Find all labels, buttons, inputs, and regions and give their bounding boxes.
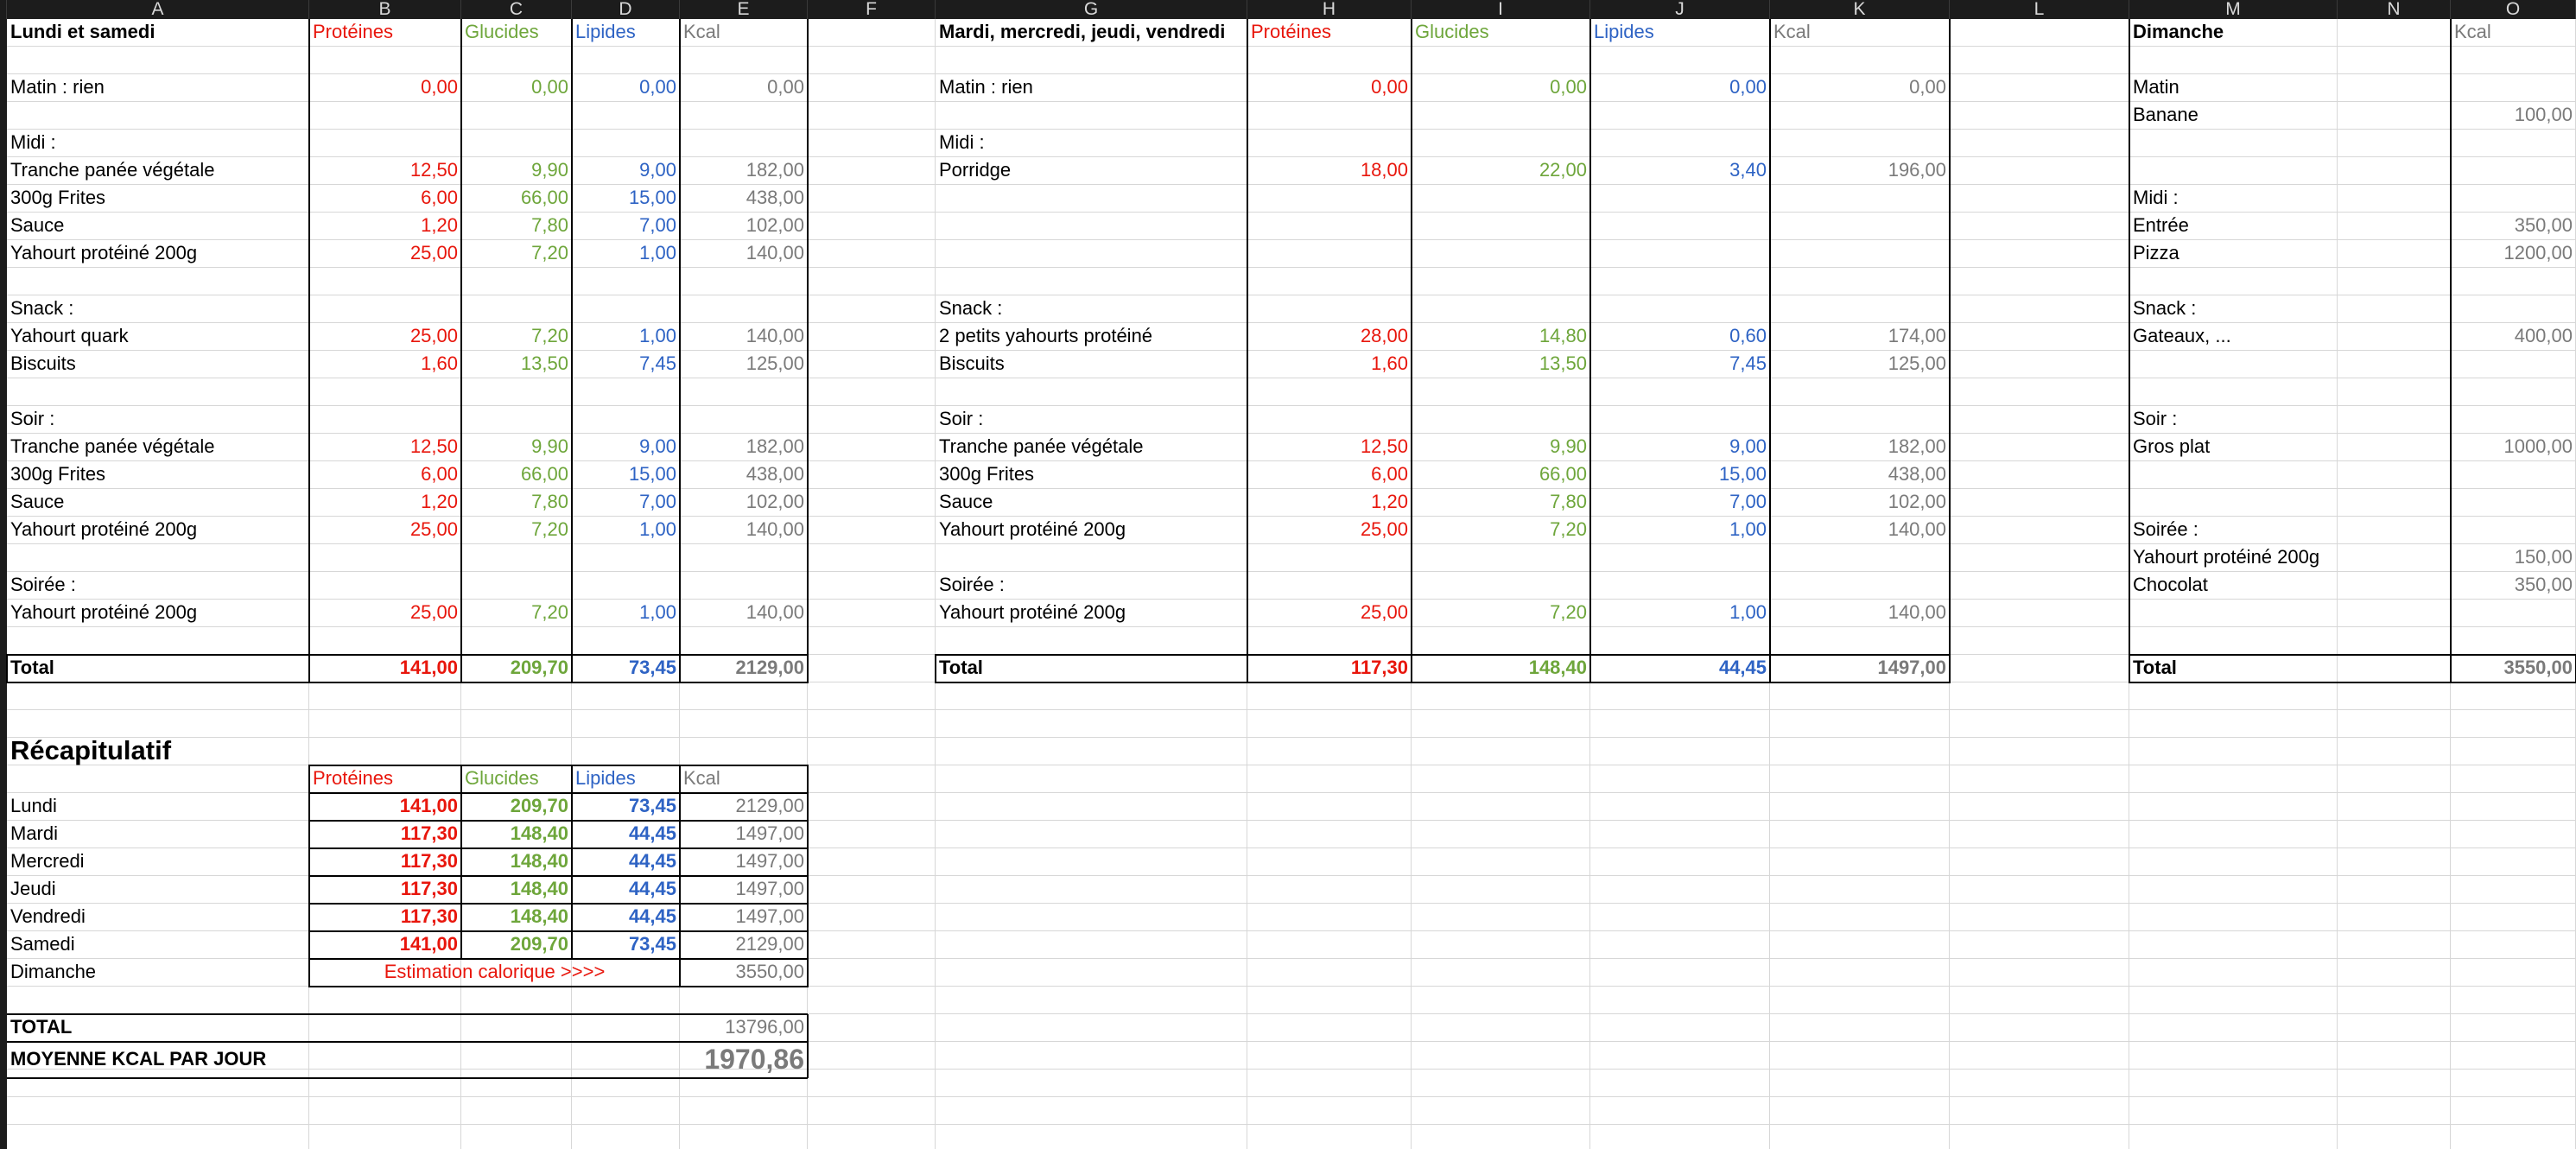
- recap-day-label[interactable]: Mardi: [10, 822, 59, 844]
- total-lipides[interactable]: 73,45: [628, 657, 676, 678]
- glucides-value[interactable]: 7,20: [531, 601, 568, 623]
- proteines-value[interactable]: 18,00: [1360, 159, 1408, 181]
- header-kcal[interactable]: Kcal: [1773, 21, 1811, 42]
- food-label[interactable]: Sauce: [939, 491, 993, 512]
- food-label[interactable]: Midi :: [939, 131, 985, 153]
- food-label[interactable]: Soirée :: [2133, 518, 2198, 540]
- lipides-value[interactable]: 0,60: [1729, 325, 1767, 346]
- block2-title[interactable]: Mardi, mercredi, jeudi, vendredi: [939, 21, 1226, 42]
- kcal-value[interactable]: 400,00: [2514, 325, 2573, 346]
- food-label[interactable]: Sauce: [10, 214, 65, 236]
- column-border: [2450, 19, 2452, 655]
- column-border: [1589, 655, 1591, 682]
- recap-kcal[interactable]: 1497,00: [735, 878, 804, 899]
- lipides-value[interactable]: 7,00: [639, 214, 676, 236]
- glucides-value[interactable]: 9,90: [1550, 435, 1587, 457]
- food-label[interactable]: Yahourt protéiné 200g: [10, 242, 198, 263]
- glucides-value[interactable]: 7,80: [531, 214, 568, 236]
- proteines-value[interactable]: 25,00: [409, 518, 458, 540]
- column-border: [679, 959, 681, 987]
- kcal-value[interactable]: 140,00: [746, 601, 804, 623]
- recap-glucides[interactable]: 209,70: [510, 933, 568, 955]
- row-border: [309, 958, 808, 960]
- recap-glucides[interactable]: 148,40: [510, 850, 568, 872]
- recap-kcal[interactable]: 3550,00: [735, 961, 804, 982]
- kcal-value[interactable]: 438,00: [1888, 463, 1946, 485]
- lipides-value[interactable]: 15,00: [1718, 463, 1767, 485]
- glucides-value[interactable]: 7,80: [531, 491, 568, 512]
- recap-day-label[interactable]: Lundi: [10, 795, 57, 816]
- food-label[interactable]: Snack :: [2133, 297, 2197, 319]
- proteines-value[interactable]: 25,00: [409, 601, 458, 623]
- glucides-value[interactable]: 13,50: [1539, 352, 1587, 374]
- header-kcal[interactable]: Kcal: [2454, 21, 2491, 42]
- average-kcal[interactable]: 1970,86: [704, 1044, 804, 1075]
- gridline-horizontal: [7, 1069, 2576, 1070]
- recap-lipides[interactable]: 44,45: [628, 822, 676, 844]
- lipides-value[interactable]: 0,00: [639, 76, 676, 98]
- proteines-value[interactable]: 6,00: [421, 463, 458, 485]
- lipides-value[interactable]: 1,00: [639, 242, 676, 263]
- proteines-value[interactable]: 1,60: [1371, 352, 1408, 374]
- glucides-value[interactable]: 0,00: [531, 76, 568, 98]
- kcal-value[interactable]: 174,00: [1888, 325, 1946, 346]
- recap-day-label[interactable]: Samedi: [10, 933, 75, 955]
- lipides-value[interactable]: 9,00: [1729, 435, 1767, 457]
- row-header-strip[interactable]: [0, 19, 7, 1149]
- lipides-value[interactable]: 9,00: [639, 159, 676, 181]
- header-lipides[interactable]: Lipides: [575, 21, 636, 42]
- kcal-value[interactable]: 100,00: [2514, 104, 2573, 125]
- glucides-value[interactable]: 7,20: [1550, 601, 1587, 623]
- column-header-m[interactable]: M: [2129, 0, 2338, 19]
- food-label[interactable]: Yahourt protéiné 200g: [10, 601, 198, 623]
- glucides-value[interactable]: 7,20: [531, 325, 568, 346]
- recap-kcal[interactable]: 1497,00: [735, 905, 804, 927]
- kcal-value[interactable]: 102,00: [1888, 491, 1946, 512]
- food-label[interactable]: Snack :: [939, 297, 1003, 319]
- food-label[interactable]: 300g Frites: [939, 463, 1035, 485]
- grand-total-kcal[interactable]: 13796,00: [725, 1016, 804, 1038]
- food-label[interactable]: Soirée :: [939, 574, 1005, 595]
- total-proteines[interactable]: 117,30: [1350, 657, 1408, 678]
- lipides-value[interactable]: 15,00: [628, 187, 676, 208]
- recap-lipides[interactable]: 44,45: [628, 878, 676, 899]
- food-label[interactable]: Entrée: [2133, 214, 2189, 236]
- lipides-value[interactable]: 1,00: [639, 601, 676, 623]
- column-header-l[interactable]: L: [1950, 0, 2129, 19]
- kcal-value[interactable]: 182,00: [1888, 435, 1946, 457]
- food-label[interactable]: Yahourt protéiné 200g: [939, 601, 1126, 623]
- proteines-value[interactable]: 12,50: [409, 435, 458, 457]
- column-header-d[interactable]: D: [572, 0, 680, 19]
- glucides-value[interactable]: 0,00: [1550, 76, 1587, 98]
- header-glucides[interactable]: Glucides: [465, 767, 539, 789]
- row-border: [309, 792, 808, 794]
- kcal-value[interactable]: 102,00: [746, 491, 804, 512]
- food-label[interactable]: Snack :: [10, 297, 74, 319]
- food-label[interactable]: Matin : rien: [939, 76, 1033, 98]
- column-header-g[interactable]: G: [936, 0, 1247, 19]
- glucides-value[interactable]: 9,90: [531, 159, 568, 181]
- column-header-i[interactable]: I: [1412, 0, 1590, 19]
- recap-glucides[interactable]: 209,70: [510, 795, 568, 816]
- column-border: [460, 19, 462, 655]
- total-kcal[interactable]: 2129,00: [735, 657, 804, 678]
- total-label[interactable]: Total: [2133, 657, 2177, 678]
- proteines-value[interactable]: 25,00: [1360, 601, 1408, 623]
- row-border: [309, 903, 808, 905]
- kcal-value[interactable]: 140,00: [746, 518, 804, 540]
- column-border: [1411, 19, 1412, 655]
- proteines-value[interactable]: 1,20: [1371, 491, 1408, 512]
- glucides-value[interactable]: 7,20: [531, 242, 568, 263]
- kcal-value[interactable]: 1000,00: [2503, 435, 2573, 457]
- column-border: [679, 655, 681, 682]
- column-header-j[interactable]: J: [1590, 0, 1770, 19]
- kcal-value[interactable]: 0,00: [1909, 76, 1946, 98]
- kcal-value[interactable]: 438,00: [746, 187, 804, 208]
- total-lipides[interactable]: 44,45: [1718, 657, 1767, 678]
- total-glucides[interactable]: 209,70: [510, 657, 568, 678]
- food-label[interactable]: Soir :: [939, 408, 984, 429]
- recap-day-label[interactable]: Mercredi: [10, 850, 85, 872]
- lipides-value[interactable]: 7,00: [639, 491, 676, 512]
- proteines-value[interactable]: 1,20: [421, 491, 458, 512]
- estimation-note[interactable]: Estimation calorique >>>>: [384, 961, 606, 982]
- header-proteines[interactable]: Protéines: [313, 21, 393, 42]
- recap-glucides[interactable]: 148,40: [510, 878, 568, 899]
- proteines-value[interactable]: 1,60: [421, 352, 458, 374]
- column-header-e[interactable]: E: [680, 0, 808, 19]
- kcal-value[interactable]: 350,00: [2514, 574, 2573, 595]
- glucides-value[interactable]: 7,20: [1550, 518, 1587, 540]
- total-kcal[interactable]: 1497,00: [1877, 657, 1946, 678]
- header-proteines[interactable]: Protéines: [313, 767, 393, 789]
- column-border: [1769, 655, 1771, 682]
- recap-proteines[interactable]: 117,30: [400, 905, 458, 927]
- recap-lipides[interactable]: 44,45: [628, 905, 676, 927]
- food-label[interactable]: Tranche panée végétale: [10, 159, 215, 181]
- proteines-value[interactable]: 28,00: [1360, 325, 1408, 346]
- column-border: [1769, 19, 1771, 655]
- column-border: [571, 655, 573, 682]
- column-border: [460, 655, 462, 682]
- column-header-a[interactable]: A: [7, 0, 309, 19]
- lipides-value[interactable]: 9,00: [639, 435, 676, 457]
- lipides-value[interactable]: 1,00: [639, 325, 676, 346]
- row-border: [309, 875, 808, 877]
- food-label[interactable]: Yahourt protéiné 200g: [2133, 546, 2320, 568]
- food-label[interactable]: Sauce: [10, 491, 65, 512]
- proteines-value[interactable]: 25,00: [409, 325, 458, 346]
- food-label[interactable]: 300g Frites: [10, 463, 106, 485]
- row-border: [7, 1041, 808, 1043]
- gridline-horizontal: [7, 737, 2576, 738]
- recap-proteines[interactable]: 117,30: [400, 878, 458, 899]
- food-label[interactable]: Tranche panée végétale: [10, 435, 215, 457]
- column-border: [1247, 19, 1248, 655]
- header-kcal[interactable]: Kcal: [683, 21, 720, 42]
- recap-proteines[interactable]: 141,00: [399, 795, 458, 816]
- column-border: [308, 19, 310, 655]
- gridline-horizontal: [7, 1124, 2576, 1125]
- recap-kcal[interactable]: 1497,00: [735, 850, 804, 872]
- recap-lipides[interactable]: 73,45: [628, 795, 676, 816]
- total-label[interactable]: Total: [939, 657, 983, 678]
- lipides-value[interactable]: 1,00: [1729, 601, 1767, 623]
- food-label[interactable]: Yahourt protéiné 200g: [939, 518, 1126, 540]
- total-label[interactable]: Total: [10, 657, 54, 678]
- lipides-value[interactable]: 7,45: [1729, 352, 1767, 374]
- lipides-value[interactable]: 7,00: [1729, 491, 1767, 512]
- lipides-value[interactable]: 1,00: [639, 518, 676, 540]
- column-border: [2450, 655, 2452, 682]
- recap-kcal[interactable]: 2129,00: [735, 795, 804, 816]
- header-kcal[interactable]: Kcal: [683, 767, 720, 789]
- average-label[interactable]: MOYENNE KCAL PAR JOUR: [10, 1048, 267, 1070]
- kcal-value[interactable]: 140,00: [1888, 601, 1946, 623]
- lipides-value[interactable]: 0,00: [1729, 76, 1767, 98]
- food-label[interactable]: Tranche panée végétale: [939, 435, 1144, 457]
- food-label[interactable]: Porridge: [939, 159, 1012, 181]
- column-header-b[interactable]: B: [309, 0, 461, 19]
- proteines-value[interactable]: 12,50: [409, 159, 458, 181]
- proteines-value[interactable]: 0,00: [1371, 76, 1408, 98]
- recap-day-label[interactable]: Vendredi: [10, 905, 86, 927]
- recap-title[interactable]: Récapitulatif: [10, 735, 172, 765]
- glucides-value[interactable]: 13,50: [520, 352, 568, 374]
- food-label[interactable]: Matin : rien: [10, 76, 105, 98]
- glucides-value[interactable]: 7,20: [531, 518, 568, 540]
- total-glucides[interactable]: 148,40: [1528, 657, 1587, 678]
- recap-proteines[interactable]: 141,00: [399, 933, 458, 955]
- kcal-value[interactable]: 438,00: [746, 463, 804, 485]
- row-border: [309, 930, 808, 932]
- recap-day-label[interactable]: Dimanche: [10, 961, 97, 982]
- recap-day-label[interactable]: Jeudi: [10, 878, 56, 899]
- block1-title[interactable]: Lundi et samedi: [10, 21, 155, 42]
- column-border: [2129, 19, 2130, 655]
- column-header-k[interactable]: K: [1770, 0, 1950, 19]
- grand-total-label[interactable]: TOTAL: [10, 1016, 73, 1038]
- kcal-value[interactable]: 150,00: [2514, 546, 2573, 568]
- lipides-value[interactable]: 7,45: [639, 352, 676, 374]
- column-header-c[interactable]: C: [461, 0, 572, 19]
- total-kcal[interactable]: 3550,00: [2503, 657, 2573, 678]
- kcal-value[interactable]: 0,00: [767, 76, 804, 98]
- column-border: [807, 19, 809, 655]
- column-border: [308, 655, 310, 682]
- kcal-value[interactable]: 140,00: [746, 325, 804, 346]
- glucides-value[interactable]: 66,00: [520, 463, 568, 485]
- row-border: [7, 1077, 808, 1079]
- proteines-value[interactable]: 25,00: [1360, 518, 1408, 540]
- lipides-value[interactable]: 3,40: [1729, 159, 1767, 181]
- select-all-corner[interactable]: [0, 0, 7, 19]
- column-border: [571, 19, 573, 655]
- recap-kcal[interactable]: 2129,00: [735, 933, 804, 955]
- gridline-horizontal: [7, 1096, 2576, 1097]
- kcal-value[interactable]: 102,00: [746, 214, 804, 236]
- food-label[interactable]: Soir :: [2133, 408, 2178, 429]
- kcal-value[interactable]: 1200,00: [2503, 242, 2573, 263]
- column-border: [807, 1014, 809, 1042]
- kcal-value[interactable]: 125,00: [746, 352, 804, 374]
- row-border: [7, 1013, 808, 1015]
- food-label[interactable]: Midi :: [10, 131, 56, 153]
- glucides-value[interactable]: 66,00: [520, 187, 568, 208]
- kcal-value[interactable]: 140,00: [1888, 518, 1946, 540]
- food-label[interactable]: Yahourt protéiné 200g: [10, 518, 198, 540]
- row-border: [309, 820, 808, 822]
- proteines-value[interactable]: 6,00: [421, 187, 458, 208]
- recap-glucides[interactable]: 148,40: [510, 822, 568, 844]
- kcal-value[interactable]: 140,00: [746, 242, 804, 263]
- column-header-o[interactable]: O: [2451, 0, 2576, 19]
- proteines-value[interactable]: 25,00: [409, 242, 458, 263]
- food-label[interactable]: Yahourt quark: [10, 325, 129, 346]
- recap-kcal[interactable]: 1497,00: [735, 822, 804, 844]
- proteines-value[interactable]: 12,50: [1360, 435, 1408, 457]
- food-label[interactable]: Matin: [2133, 76, 2179, 98]
- recap-lipides[interactable]: 73,45: [628, 933, 676, 955]
- column-border: [1949, 19, 1951, 655]
- glucides-value[interactable]: 14,80: [1539, 325, 1587, 346]
- kcal-value[interactable]: 182,00: [746, 435, 804, 457]
- food-label[interactable]: Midi :: [2133, 187, 2179, 208]
- kcal-value[interactable]: 125,00: [1888, 352, 1946, 374]
- header-lipides[interactable]: Lipides: [1594, 21, 1654, 42]
- food-label[interactable]: Soirée :: [10, 574, 76, 595]
- column-header-h[interactable]: H: [1247, 0, 1412, 19]
- lipides-value[interactable]: 1,00: [1729, 518, 1767, 540]
- column-border: [1411, 655, 1412, 682]
- food-label[interactable]: Banane: [2133, 104, 2198, 125]
- proteines-value[interactable]: 1,20: [421, 214, 458, 236]
- lipides-value[interactable]: 15,00: [628, 463, 676, 485]
- food-label[interactable]: 2 petits yahourts protéiné: [939, 325, 1153, 346]
- header-glucides[interactable]: Glucides: [465, 21, 539, 42]
- glucides-value[interactable]: 7,80: [1550, 491, 1587, 512]
- gridline-horizontal: [7, 709, 2576, 710]
- glucides-value[interactable]: 66,00: [1539, 463, 1587, 485]
- glucides-value[interactable]: 22,00: [1539, 159, 1587, 181]
- food-label[interactable]: Gateaux, ...: [2133, 325, 2231, 346]
- row-border: [309, 847, 808, 849]
- column-border: [679, 19, 681, 655]
- column-border: [1247, 655, 1248, 682]
- kcal-value[interactable]: 182,00: [746, 159, 804, 181]
- food-label[interactable]: Soir :: [10, 408, 55, 429]
- column-header-n[interactable]: N: [2338, 0, 2451, 19]
- column-border: [807, 1042, 809, 1078]
- proteines-value[interactable]: 0,00: [421, 76, 458, 98]
- food-label[interactable]: Biscuits: [939, 352, 1005, 374]
- recap-proteines[interactable]: 117,30: [400, 850, 458, 872]
- header-glucides[interactable]: Glucides: [1415, 21, 1489, 42]
- glucides-value[interactable]: 9,90: [531, 435, 568, 457]
- header-lipides[interactable]: Lipides: [575, 767, 636, 789]
- recap-glucides[interactable]: 148,40: [510, 905, 568, 927]
- food-label[interactable]: Biscuits: [10, 352, 76, 374]
- kcal-value[interactable]: 196,00: [1888, 159, 1946, 181]
- column-header-f[interactable]: F: [808, 0, 936, 19]
- proteines-value[interactable]: 6,00: [1371, 463, 1408, 485]
- total-proteines[interactable]: 141,00: [399, 657, 458, 678]
- kcal-value[interactable]: 350,00: [2514, 214, 2573, 236]
- food-label[interactable]: Gros plat: [2133, 435, 2211, 457]
- header-proteines[interactable]: Protéines: [1251, 21, 1331, 42]
- food-label[interactable]: Chocolat: [2133, 574, 2208, 595]
- food-label[interactable]: 300g Frites: [10, 187, 106, 208]
- block3-title[interactable]: Dimanche: [2133, 21, 2224, 42]
- column-border: [1589, 19, 1591, 655]
- food-label[interactable]: Pizza: [2133, 242, 2179, 263]
- recap-lipides[interactable]: 44,45: [628, 850, 676, 872]
- recap-proteines[interactable]: 117,30: [400, 822, 458, 844]
